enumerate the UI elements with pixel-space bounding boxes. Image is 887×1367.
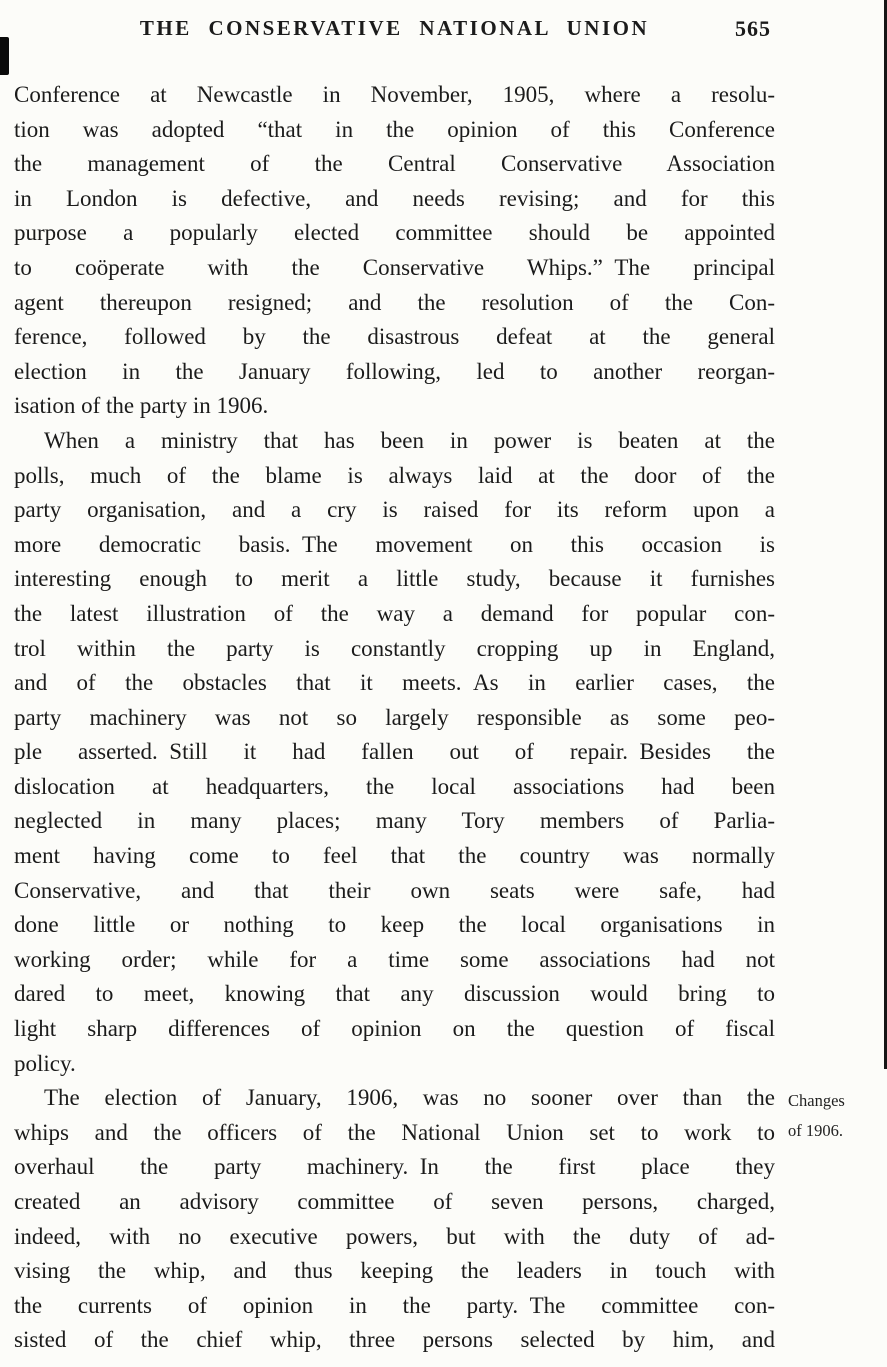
text-line: vising the whip, and thus keeping the leaders in touch with [14, 1258, 775, 1284]
text-line: done little or nothing to keep the local organisations in [14, 912, 775, 938]
text-line: polls, much of the blame is always laid at the door of the [14, 462, 775, 488]
text-line: overhaul the party machinery. In the first place they [14, 1154, 775, 1180]
text-line: working order; while for a time some associations had not [14, 946, 775, 972]
text-line: dislocation at headquarters, the local associations had been [14, 773, 775, 799]
text-line: party organisation, and a cry is raised for its reform upon a [14, 497, 775, 523]
text-line: ference, followed by the disastrous defeat at the general [14, 324, 775, 350]
text-line: whips and the officers of the National Union set to work to [14, 1119, 775, 1145]
text-line: Conservative, and that their own seats were safe, had [14, 877, 775, 903]
text-line: neglected in many places; many Tory members of Parlia- [14, 808, 775, 834]
paragraph-1 [14, 78, 775, 424]
text-line: ple asserted. Still it had fallen out of repair. Besides the [14, 739, 775, 765]
text-line: the management of the Central Conservative Association [14, 151, 775, 177]
text-line: purpose a popularly elected committee should be appointed [14, 220, 775, 246]
text-line: isation of the party in 1906. [14, 393, 269, 419]
text-line: Conference at Newcastle in November, 1905, where a resolu- [14, 82, 775, 107]
page-number: 565 [735, 16, 771, 41]
scan-artifact-left-edge [0, 37, 9, 75]
text-line: tion was adopted “that in the opinion of this Conference [14, 116, 775, 142]
text-line: party machinery was not so largely responsible as some peo- [14, 704, 775, 730]
margin-note-line: of 1906. [788, 1121, 843, 1140]
text-line: sisted of the chief whip, three persons selected by him, and [14, 1327, 775, 1353]
text-line: dared to meet, knowing that any discussion would bring to [14, 981, 775, 1007]
text-line: the currents of opinion in the party. The committee con- [14, 1292, 775, 1318]
text-line: created an advisory committee of seven persons, charged, [14, 1189, 775, 1214]
text-line: indeed, with no executive powers, but with the duty of ad- [14, 1223, 775, 1249]
text-line: and of the obstacles that it meets. As in earlier cases, the [14, 670, 775, 696]
text-line: agent thereupon resigned; and the resolution of the Con- [14, 289, 775, 315]
text-line: election in the January following, led to another reorgan- [14, 358, 775, 384]
margin-note [788, 1086, 883, 1146]
text-line: trol within the party is constantly cropping up in England, [14, 635, 775, 661]
margin-note-line: Changes [788, 1091, 845, 1110]
page-header [14, 16, 775, 46]
text-line: The election of January, 1906, was no sooner over than the [44, 1085, 775, 1111]
text-line: more democratic basis. The movement on this occasion is [14, 531, 775, 557]
text-line: policy. [14, 1050, 76, 1076]
paragraph-3 [14, 1081, 775, 1358]
text-line: When a ministry that has been in power is beaten at the [44, 427, 775, 453]
paragraph-2 [14, 424, 775, 1081]
text-line: light sharp differences of opinion on the question of fiscal [14, 1016, 775, 1042]
page-body [14, 78, 775, 1358]
text-line: interesting enough to merit a little study, because it furnishes [14, 566, 775, 592]
running-title: THE CONSERVATIVE NATIONAL UNION [139, 16, 650, 40]
text-line: to coöperate with the Conservative Whips.” The principal [14, 254, 775, 280]
text-line: the latest illustration of the way a demand for popular con- [14, 600, 775, 626]
text-line: in London is defective, and needs revising; and for this [14, 185, 775, 211]
text-line: ment having come to feel that the country was normally [14, 843, 775, 869]
